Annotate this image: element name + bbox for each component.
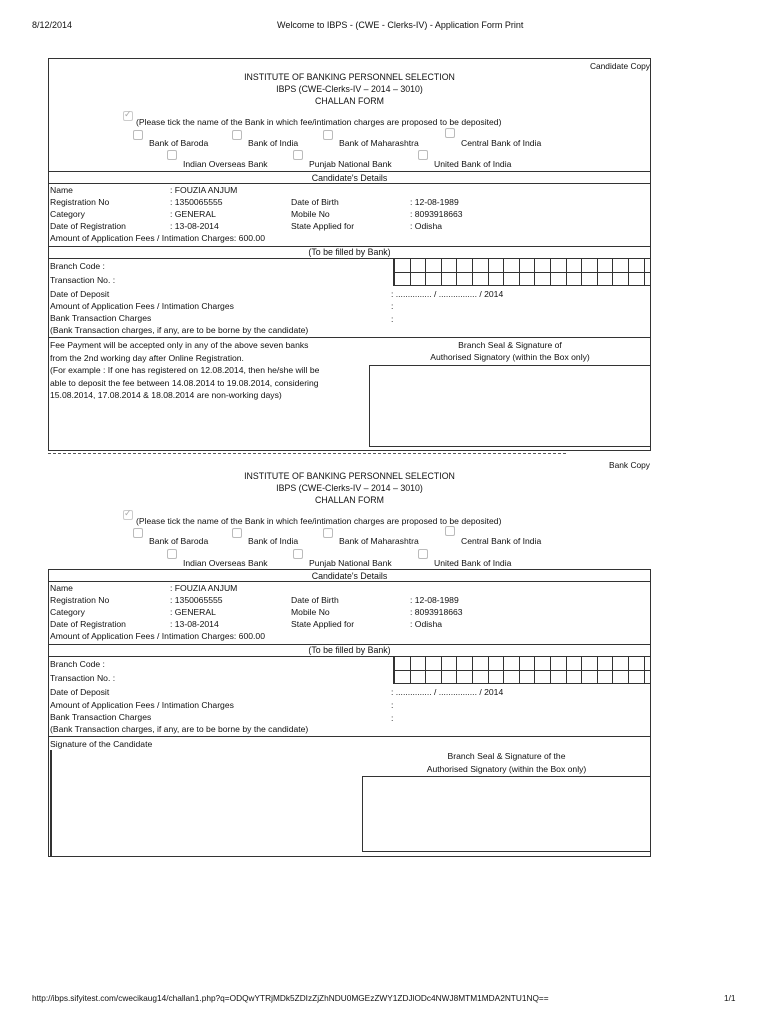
- bank-of-india-label: Bank of India: [248, 536, 299, 546]
- amount-colon: :: [391, 301, 394, 311]
- reg-date-value: : 13-08-2014: [170, 619, 219, 629]
- state-label: State Applied for: [291, 221, 355, 231]
- registration-value: : 1350065555: [170, 595, 223, 605]
- united-bank-checkbox[interactable]: [418, 150, 428, 160]
- bank-instruction: (Please tick the name of the Bank in which fee/intimation charges are proposed to be deposited): [136, 117, 502, 127]
- seal-label-line1: Branch Seal & Signature of: [458, 340, 562, 350]
- category-value: : GENERAL: [170, 209, 216, 219]
- mobile-label: Mobile No: [291, 607, 330, 617]
- fee-notes: [50, 339, 319, 402]
- bank-charges-label: Bank Transaction Charges: [50, 313, 152, 323]
- registration-value: : 1350065555: [170, 197, 223, 207]
- registration-label: Registration No: [50, 197, 110, 207]
- dob-label: Date of Birth: [291, 595, 339, 605]
- divider: [48, 736, 651, 737]
- state-value: : Odisha: [410, 619, 443, 629]
- bank-of-maharashtra-label: Bank of Maharashtra: [339, 138, 419, 148]
- exam-title: IBPS (CWE-Clerks-IV – 2014 – 3010): [276, 483, 423, 493]
- transaction-grid[interactable]: [393, 656, 651, 684]
- divider: [48, 581, 651, 582]
- united-bank-label: United Bank of India: [434, 558, 512, 568]
- exam-title: IBPS (CWE-Clerks-IV – 2014 – 3010): [276, 84, 423, 94]
- seal-signature-box[interactable]: [362, 776, 651, 852]
- state-label: State Applied for: [291, 619, 355, 629]
- bank-fill-title: (To be filled by Bank): [308, 645, 391, 655]
- name-value: : FOUZIA ANJUM: [170, 583, 238, 593]
- bank-of-maharashtra-checkbox[interactable]: [323, 528, 333, 538]
- indian-overseas-checkbox[interactable]: [167, 549, 177, 559]
- note-line: 15.08.2014, 17.08.2014 & 18.08.2014 are non-working days): [50, 390, 282, 401]
- bank-fill-title: (To be filled by Bank): [308, 247, 391, 257]
- challan-form-title: CHALLAN FORM: [315, 96, 384, 106]
- seal-label-line1: Branch Seal & Signature of the: [447, 751, 566, 761]
- note-line: (For example : If one has registered on 12.08.2014, then he/she will be: [50, 365, 320, 376]
- print-date: 8/12/2014: [32, 20, 73, 30]
- bank-of-maharashtra-label: Bank of Maharashtra: [339, 536, 419, 546]
- amount-label: Amount of Application Fees / Intimation Charges: [50, 301, 234, 311]
- page-title: Welcome to IBPS - (CWE - Clerks-IV) - Application Form Print: [277, 20, 524, 30]
- page-url[interactable]: http://ibps.sifyitest.com/cwecikaug14/challan1.php?q=ODQwYTRjMDk5ZDIzZjZhNDU0MGEzZWY1ZDJlODc4NWJ8MTM1MDA2NTU1NQ==: [32, 993, 549, 1003]
- mobile-value: : 8093918663: [410, 209, 463, 219]
- category-label: Category: [50, 209, 85, 219]
- mobile-label: Mobile No: [291, 209, 330, 219]
- fees-line: Amount of Application Fees / Intimation Charges: 600.00: [50, 233, 265, 243]
- bank-of-baroda-label: Bank of Baroda: [149, 138, 209, 148]
- divider: [650, 297, 651, 325]
- note-line: Fee Payment will be accepted only in any of the above seven banks: [50, 340, 309, 350]
- transaction-grid[interactable]: [393, 258, 651, 286]
- bank-of-baroda-checkbox[interactable]: [133, 528, 143, 538]
- punjab-national-label: Punjab National Bank: [309, 159, 392, 169]
- indian-overseas-label: Indian Overseas Bank: [183, 159, 268, 169]
- punjab-national-checkbox[interactable]: [293, 549, 303, 559]
- divider: [650, 695, 651, 723]
- bank-instruction: (Please tick the name of the Bank in which fee/intimation charges are proposed to be deposited): [136, 516, 502, 526]
- copy-label: Bank Copy: [609, 460, 650, 470]
- date-of-deposit-label: Date of Deposit: [50, 289, 110, 299]
- united-bank-checkbox[interactable]: [418, 549, 428, 559]
- seal-label-line2: Authorised Signatory (within the Box only): [426, 764, 587, 774]
- bank-charges-colon: :: [391, 314, 394, 324]
- dob-value: : 12-08-1989: [410, 197, 459, 207]
- mobile-value: : 8093918663: [410, 607, 463, 617]
- bank-of-india-checkbox[interactable]: [232, 528, 242, 538]
- registration-label: Registration No: [50, 595, 110, 605]
- divider: [48, 337, 651, 338]
- date-of-deposit-label: Date of Deposit: [50, 687, 110, 697]
- bank-of-baroda-checkbox[interactable]: [133, 130, 143, 140]
- cut-line: [48, 453, 566, 454]
- seal-label-line2: Authorised Signatory (within the Box only): [430, 352, 590, 362]
- deposit-value: : ............... / ................ / 2014: [391, 687, 504, 697]
- name-value: : FOUZIA ANJUM: [170, 185, 238, 195]
- branch-code-label: Branch Code :: [50, 659, 105, 669]
- note-line: able to deposit the fee between 14.08.2014 to 19.08.2014, considering: [50, 377, 319, 388]
- bank-of-india-label: Bank of India: [248, 138, 299, 148]
- copy-label: Candidate Copy: [589, 61, 650, 71]
- name-label: Name: [50, 185, 73, 195]
- central-bank-label: Central Bank of India: [461, 138, 542, 148]
- dob-label: Date of Birth: [291, 197, 339, 207]
- category-label: Category: [50, 607, 85, 617]
- bank-charges-colon: :: [391, 713, 394, 723]
- punjab-national-checkbox[interactable]: [293, 150, 303, 160]
- institute-title: INSTITUTE OF BANKING PERSONNEL SELECTION: [244, 471, 455, 481]
- bank-charges-note: (Bank Transaction charges, if any, are to be borne by the candidate): [50, 724, 309, 734]
- fees-line: Amount of Application Fees / Intimation Charges: 600.00: [50, 631, 265, 641]
- category-value: : GENERAL: [170, 607, 216, 617]
- name-label: Name: [50, 583, 73, 593]
- institute-title: INSTITUTE OF BANKING PERSONNEL SELECTION: [244, 72, 455, 82]
- state-value: : Odisha: [410, 221, 443, 231]
- challan-form-title: CHALLAN FORM: [315, 495, 384, 505]
- transaction-no-label: Transaction No. :: [50, 673, 116, 683]
- central-bank-checkbox[interactable]: [445, 526, 455, 536]
- bank-charges-note: (Bank Transaction charges, if any, are to be borne by the candidate): [50, 325, 309, 335]
- candidate-details-title: Candidate's Details: [311, 173, 388, 183]
- united-bank-label: United Bank of India: [434, 159, 512, 169]
- tick-checkbox-icon[interactable]: [123, 111, 133, 121]
- seal-signature-box[interactable]: [369, 365, 651, 447]
- indian-overseas-checkbox[interactable]: [167, 150, 177, 160]
- reg-date-label: Date of Registration: [50, 221, 126, 231]
- bank-of-maharashtra-checkbox[interactable]: [323, 130, 333, 140]
- amount-label: Amount of Application Fees / Intimation Charges: [50, 700, 234, 710]
- tick-checkbox-icon[interactable]: [123, 510, 133, 520]
- reg-date-value: : 13-08-2014: [170, 221, 219, 231]
- dob-value: : 12-08-1989: [410, 595, 459, 605]
- divider: [48, 183, 651, 184]
- reg-date-label: Date of Registration: [50, 619, 126, 629]
- candidate-signature-area[interactable]: [50, 750, 52, 856]
- bank-charges-label: Bank Transaction Charges: [50, 712, 152, 722]
- candidate-details-title: Candidate's Details: [311, 571, 388, 581]
- bank-of-india-checkbox[interactable]: [232, 130, 242, 140]
- bank-of-baroda-label: Bank of Baroda: [149, 536, 209, 546]
- amount-colon: :: [391, 700, 394, 710]
- indian-overseas-label: Indian Overseas Bank: [183, 558, 268, 568]
- deposit-value: : ............... / ................ / 2014: [391, 289, 504, 299]
- page-number: 1/1: [724, 993, 736, 1003]
- punjab-national-label: Punjab National Bank: [309, 558, 392, 568]
- transaction-no-label: Transaction No. :: [50, 275, 116, 285]
- branch-code-label: Branch Code :: [50, 261, 105, 271]
- central-bank-checkbox[interactable]: [445, 128, 455, 138]
- candidate-signature-label: Signature of the Candidate: [50, 739, 153, 749]
- note-line: from the 2nd working day after Online Registration.: [50, 352, 244, 363]
- divider: [48, 171, 651, 172]
- central-bank-label: Central Bank of India: [461, 536, 542, 546]
